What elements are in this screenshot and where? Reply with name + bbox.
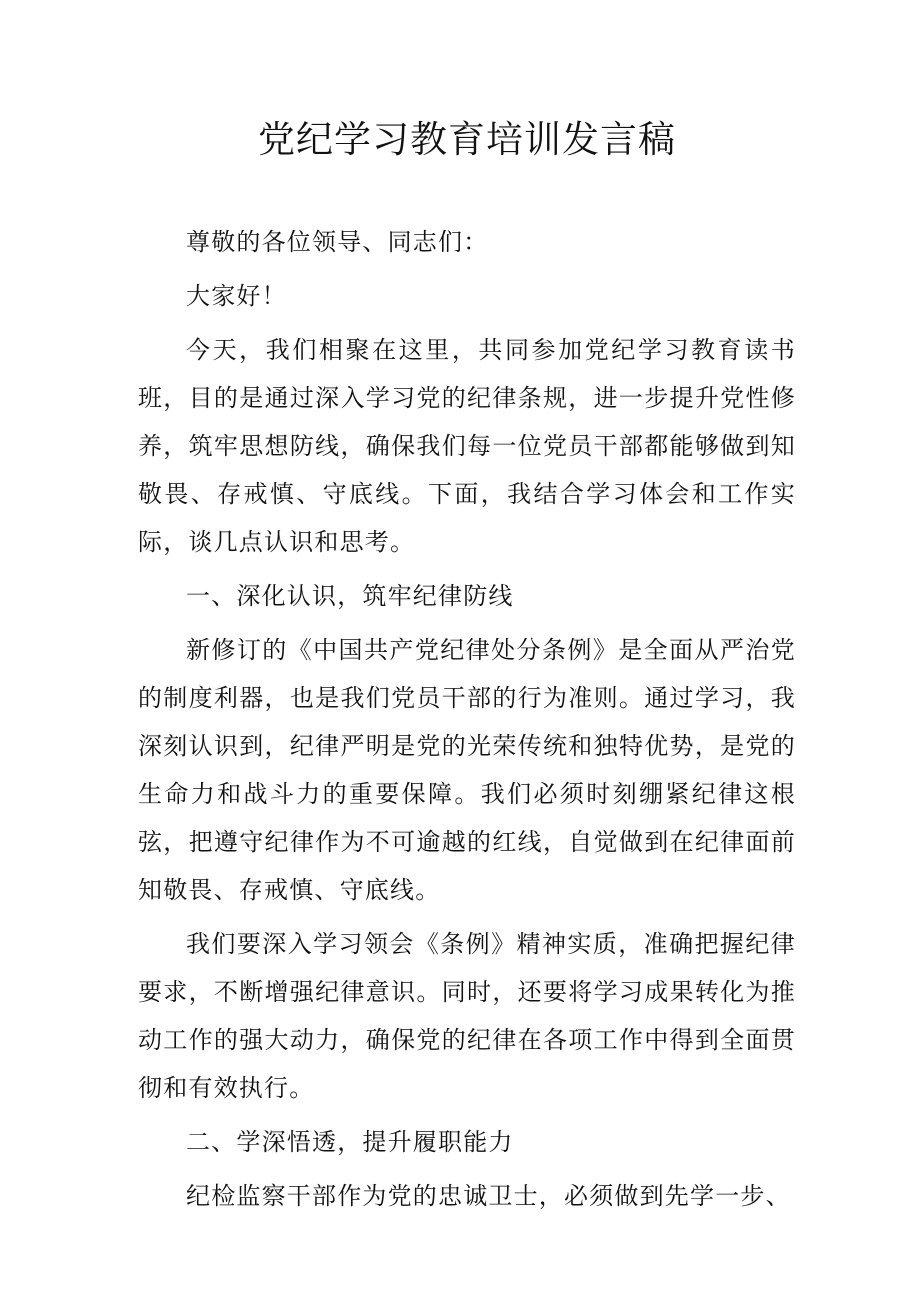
section-2-paragraph-1: 纪检监察干部作为党的忠诚卫士，必须做到先学一步、 (186, 1182, 791, 1210)
salutation: 尊敬的各位领导、同志们： (186, 228, 489, 256)
intro-paragraph: 今天，我们相聚在这里，共同参加党纪学习教育读书班，目的是通过深入学习党的纪律条规，进一步提升党性修养，筑牢思想防线，确保我们每一位党员干部都能够做到知敬畏、存戒慎、守底线。下面，我结合学习体会和工作实际，谈几点认识和思考。 (138, 336, 796, 556)
section-1-paragraph-1: 新修订的《中国共产党纪律处分条例》是全面从严治党的制度利器，也是我们党员干部的行为准则。通过学习，我深刻认识到，纪律严明是党的光荣传统和独特优势，是党的生命力和战斗力的重要保障。我们必须时刻绷紧纪律这根弦，把遵守纪律作为不可逾越的红线，自觉做到在纪律面前知敬畏、存戒慎、守底线。 (138, 636, 796, 904)
section-1-paragraph-2: 我们要深入学习领会《条例》精神实质，准确把握纪律要求，不断增强纪律意识。同时，还要将学习成果转化为推动工作的强大动力，确保党的纪律在各项工作中得到全面贯彻和有效执行。 (138, 930, 796, 1102)
document-title: 党纪学习教育培训发言稿 (258, 118, 676, 161)
greeting: 大家好！ (186, 282, 287, 310)
section-heading-1: 一、深化认识，筑牢纪律防线 (186, 582, 514, 610)
section-heading-2: 二、学深悟透，提升履职能力 (186, 1128, 514, 1156)
